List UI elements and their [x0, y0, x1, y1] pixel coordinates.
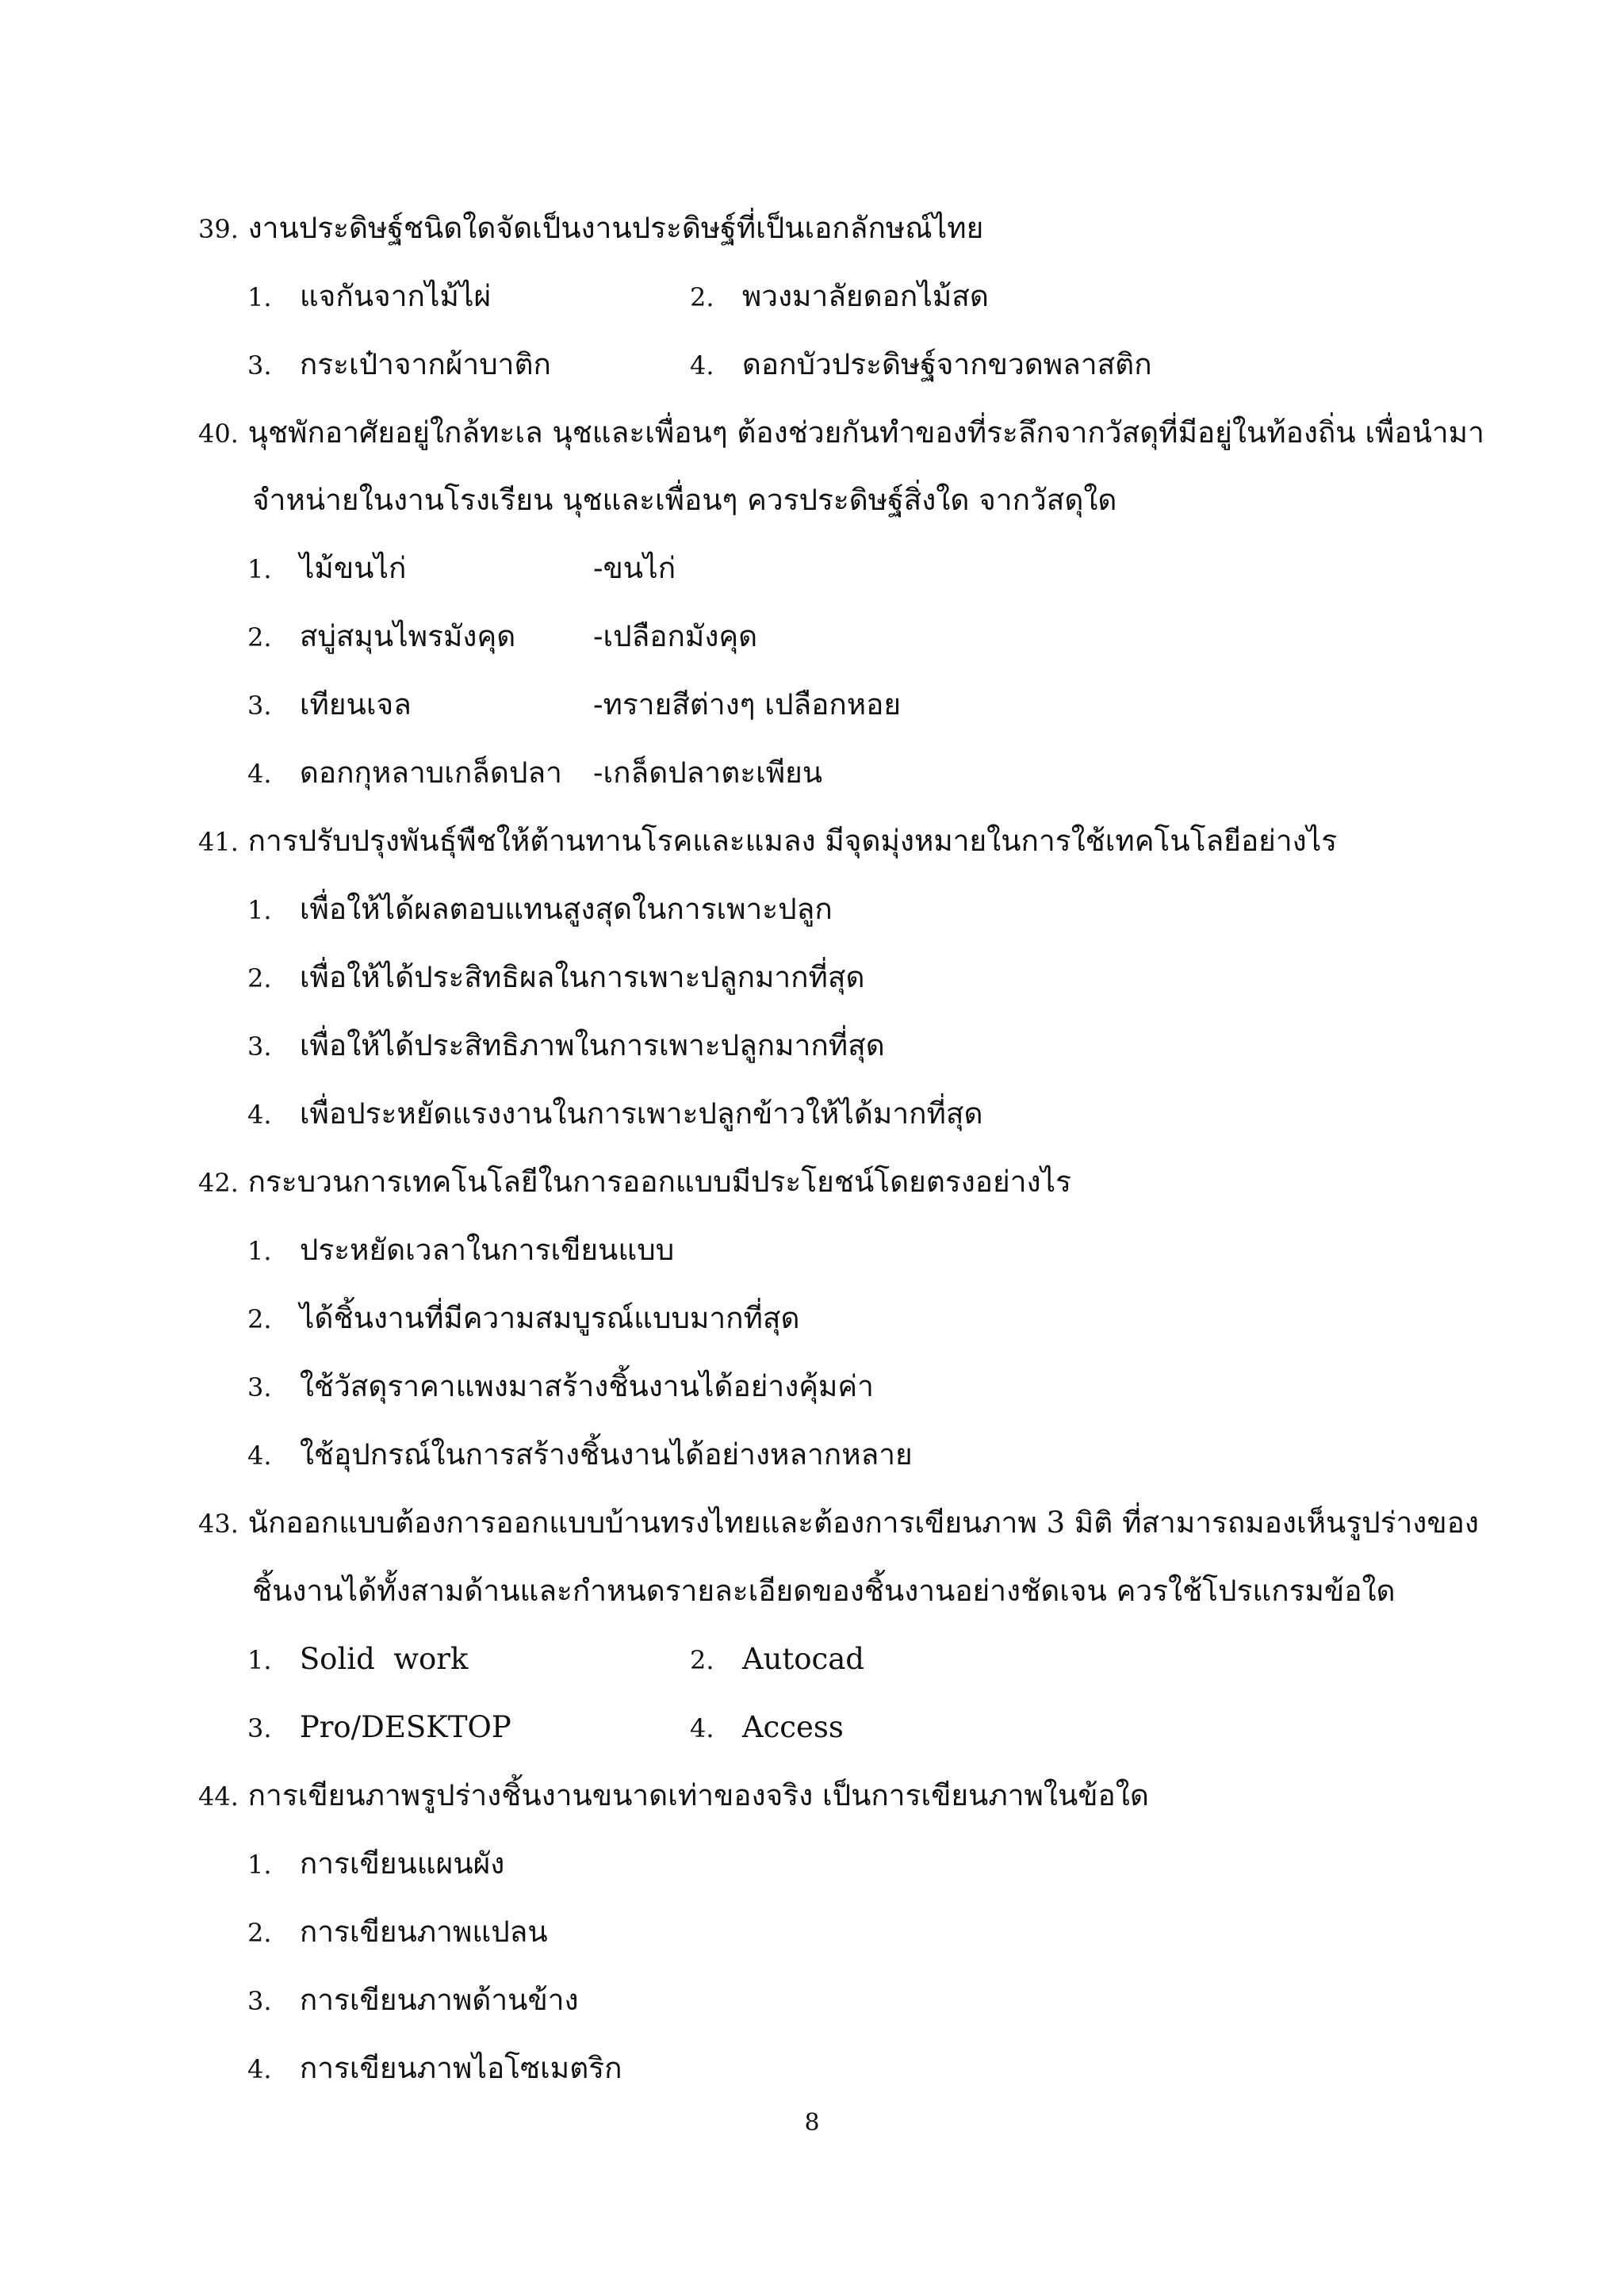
option-text: Access	[741, 1710, 844, 1744]
option-number: 3.	[247, 350, 272, 381]
option	[247, 684, 412, 726]
option-text: ดอกกุหลาบเกล็ดปลา	[299, 756, 562, 790]
option-text: ดอกบัวประดิษฐ์จากขวดพลาสติก	[741, 347, 1152, 381]
option	[247, 616, 515, 658]
option-text: การเขียนภาพแปลน	[299, 1915, 548, 1949]
question-43	[198, 1502, 1479, 1544]
option-material: -เปลือกมังคุด	[593, 619, 758, 653]
option-text: ประหยัดเวลาในการเขียนแบบ	[299, 1233, 675, 1267]
question-text-continuation	[252, 1571, 1396, 1612]
option	[247, 344, 551, 386]
option-text: เพื่อให้ได้ผลตอบแทนสูงสุดในการเพาะปลูก	[299, 892, 833, 926]
option	[247, 276, 491, 318]
question-40	[198, 412, 1484, 454]
question-number: 41.	[198, 827, 239, 857]
option-number: 3.	[247, 1713, 272, 1743]
option-number: 3.	[247, 1372, 272, 1402]
option-number: 1.	[247, 282, 272, 312]
option-text: เทียนเจล	[299, 687, 412, 721]
option-number: 4.	[690, 1713, 714, 1743]
option	[247, 1298, 800, 1340]
question-text: การเขียนภาพรูปร่างชิ้นงานขนาดเท่าของจริง เป็นการเขียนภาพในข้อใด	[247, 1778, 1149, 1812]
option-number: 1.	[247, 1850, 272, 1880]
option-number: 3.	[247, 691, 272, 721]
question-text: ชิ้นงานได้ทั้งสามด้านและกำหนดรายละเอียดของชิ้นงานอย่างชัดเจน ควรใช้โปรแกรมข้อใด	[252, 1574, 1396, 1608]
question-39	[198, 208, 983, 250]
option	[247, 889, 833, 931]
option-number: 1.	[247, 554, 272, 584]
question-41	[198, 821, 1337, 863]
question-number: 40.	[198, 419, 239, 449]
question-number: 39.	[198, 214, 239, 244]
option-text: ไม้ขนไก่	[299, 551, 407, 585]
option	[247, 1639, 468, 1681]
option-number: 3.	[247, 1031, 272, 1062]
option-number: 1.	[247, 895, 272, 925]
option-number: 2.	[690, 1645, 714, 1675]
question-number: 43.	[198, 1509, 239, 1539]
option	[247, 1911, 548, 1954]
question-text: การปรับปรุงพันธุ์พืชให้ต้านทานโรคและแมลง มีจุดมุ่งหมายในการใช้เทคโนโลยีอย่างไร	[247, 824, 1338, 858]
option-material: -ขนไก่	[593, 551, 676, 585]
option	[247, 957, 865, 999]
option-number: 2.	[247, 963, 272, 993]
option-number: 4.	[690, 350, 714, 381]
option-text: Pro/DESKTOP	[299, 1710, 511, 1744]
question-text: จำหน่ายในงานโรงเรียน นุชและเพื่อนๆ ควรประดิษฐ์สิ่งใด จากวัสดุใด	[252, 483, 1117, 517]
option	[247, 1434, 913, 1476]
option-text: กระเป๋าจากผ้าบาติก	[299, 347, 551, 381]
option	[247, 548, 406, 590]
option	[247, 1707, 511, 1749]
option-text: เพื่อประหยัดแรงงานในการเพาะปลูกข้าวให้ได้มากที่สุด	[299, 1096, 983, 1131]
question-number: 44.	[198, 1781, 239, 1812]
option	[247, 1230, 674, 1272]
option	[690, 1707, 844, 1749]
option	[690, 1639, 864, 1681]
option	[247, 1366, 874, 1408]
option-number: 1.	[247, 1236, 272, 1266]
option-text: การเขียนแผนผัง	[299, 1846, 505, 1881]
option	[690, 276, 989, 318]
option-text: พวงมาลัยดอกไม้สด	[741, 279, 989, 313]
option-text: ใช้อุปกรณ์ในการสร้างชิ้นงานได้อย่างหลากหลาย	[299, 1437, 913, 1471]
option-number: 4.	[247, 1100, 272, 1130]
option	[247, 1843, 504, 1885]
option-number: 2.	[247, 622, 272, 652]
option-text: Solid work	[299, 1642, 469, 1676]
question-42	[198, 1161, 1071, 1203]
option-text: Autocad	[741, 1642, 864, 1676]
question-44	[198, 1775, 1149, 1817]
option-number: 4.	[247, 759, 272, 789]
question-text: นุชพักอาศัยอยู่ใกล้ทะเล นุชและเพื่อนๆ ต้องช่วยกันทำของที่ระลึกจากวัสดุที่มีอยู่ในท้องถิ่น เพื่อนำมา	[247, 415, 1484, 450]
option-text: ได้ชิ้นงานที่มีความสมบูรณ์แบบมากที่สุด	[299, 1301, 800, 1335]
question-number: 42.	[198, 1168, 239, 1198]
page-number: 8	[804, 2109, 820, 2137]
option-text: การเขียนภาพด้านข้าง	[299, 1983, 579, 2017]
option-number: 1.	[247, 1645, 272, 1675]
option-number: 2.	[247, 1918, 272, 1948]
question-text: งานประดิษฐ์ชนิดใดจัดเป็นงานประดิษฐ์ที่เป็นเอกลักษณ์ไทย	[247, 211, 984, 245]
option	[247, 752, 562, 794]
option-number: 3.	[247, 1986, 272, 2016]
option-number: 4.	[247, 2054, 272, 2084]
option-text: แจกันจากไม้ไผ่	[299, 279, 492, 313]
option-material: -เกล็ดปลาตะเพียน	[593, 756, 823, 790]
option-number: 4.	[247, 1441, 272, 1471]
option	[247, 1980, 579, 2022]
option	[690, 344, 1152, 386]
option-number: 2.	[247, 1304, 272, 1334]
option-text: เพื่อให้ได้ประสิทธิภาพในการเพาะปลูกมากที่สุด	[299, 1028, 885, 1062]
question-text: กระบวนการเทคโนโลยีในการออกแบบมีประโยชน์โดยตรงอย่างไร	[247, 1165, 1072, 1199]
option-text: ใช้วัสดุราคาแพงมาสร้างชิ้นงานได้อย่างคุ้มค่า	[299, 1369, 874, 1403]
option-text: สบู่สมุนไพรมังคุด	[299, 619, 516, 653]
option-number: 2.	[690, 282, 714, 312]
option	[247, 1025, 885, 1067]
option	[247, 2048, 622, 2090]
option-text: เพื่อให้ได้ประสิทธิผลในการเพาะปลูกมากที่สุด	[299, 960, 865, 994]
option-material: -ทรายสีต่างๆ เปลือกหอย	[593, 687, 902, 721]
option-text: การเขียนภาพไอโซเมตริก	[299, 2051, 622, 2085]
question-text: นักออกแบบต้องการออกแบบบ้านทรงไทยและต้องการเขียนภาพ 3 มิติ ที่สามารถมองเห็นรูปร่างของ	[247, 1506, 1479, 1540]
question-text-continuation	[252, 480, 1116, 521]
option	[247, 1093, 983, 1135]
